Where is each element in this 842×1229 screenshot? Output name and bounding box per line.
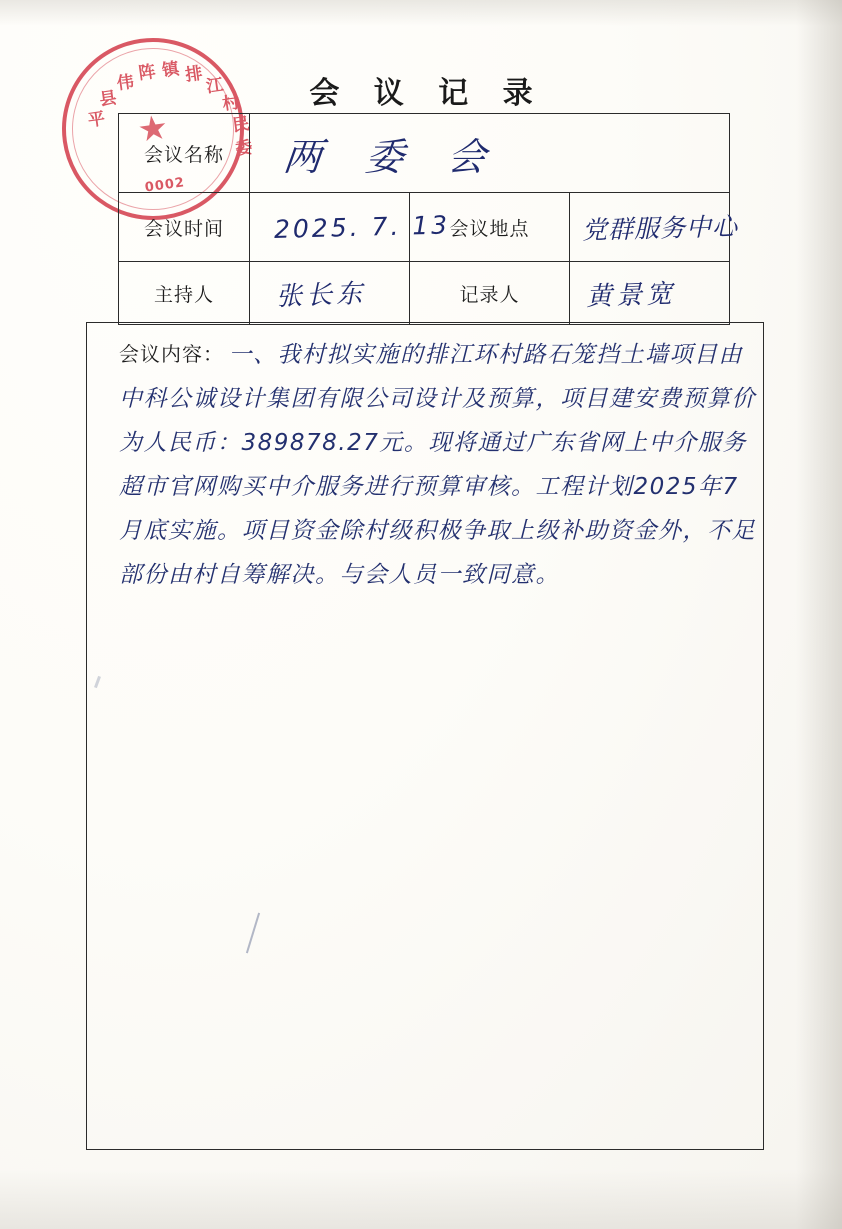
scan-shadow-top [0, 0, 842, 26]
scan-shadow-bottom [0, 1169, 842, 1229]
cell-meeting-name-value [250, 114, 730, 193]
meeting-content-inner [119, 333, 759, 597]
meeting-name-value: 两 委 会 [281, 134, 505, 179]
scan-shadow-right [796, 0, 842, 1229]
meeting-name-label: 会议名称 [143, 143, 224, 166]
meeting-content-label: 会议内容： [119, 342, 224, 366]
cell-meeting-place-value [570, 193, 739, 262]
recorder-value: 黄景宽 [585, 278, 677, 312]
host-label: 主持人 [153, 283, 214, 306]
cell-host-value [250, 262, 410, 325]
page-title: 会 议 记 录 [309, 76, 545, 111]
host-value: 张长东 [275, 278, 367, 312]
cell-recorder-label [410, 262, 570, 325]
meeting-content-box [86, 322, 764, 1150]
meeting-time-value: 2025. 7. 13 [273, 209, 451, 244]
table-row-time-place [119, 193, 730, 262]
cell-meeting-time-label [119, 193, 250, 262]
cell-recorder-value [570, 262, 730, 325]
meeting-content-text: 一、我村拟实施的排江环村路石笼挡土墙项目由中科公诚设计集团有限公司设计及预算，项目建安费预算价为人民币：389878.27元。现将通过广东省网上中介服务超市官网购买中介服务进行预算审核。工程计划2025年7月底实施。项目资金除村级积极争取上级补助资金外，不足部份由村自筹解决。与会人员一致同意。 [119, 342, 756, 588]
table-row-host-recorder [119, 262, 730, 325]
table-row-meeting-name [119, 114, 730, 193]
seal-arc-text-ring: 平 县 伟 阵 镇 排 江 村 民 委 [86, 59, 254, 160]
meeting-time-label: 会议时间 [143, 217, 224, 240]
recorder-label: 记录人 [459, 283, 520, 306]
cell-meeting-time-value [250, 193, 451, 262]
meeting-place-value: 党群服务中心 [581, 211, 739, 245]
cell-host-label [119, 262, 250, 325]
cell-meeting-name-label [119, 114, 250, 193]
seal-bottom-text: 0002 [144, 175, 186, 196]
meeting-place-label: 会议地点 [449, 217, 530, 240]
meeting-header-table [118, 113, 739, 325]
seal-star-icon: ★ [135, 108, 171, 150]
